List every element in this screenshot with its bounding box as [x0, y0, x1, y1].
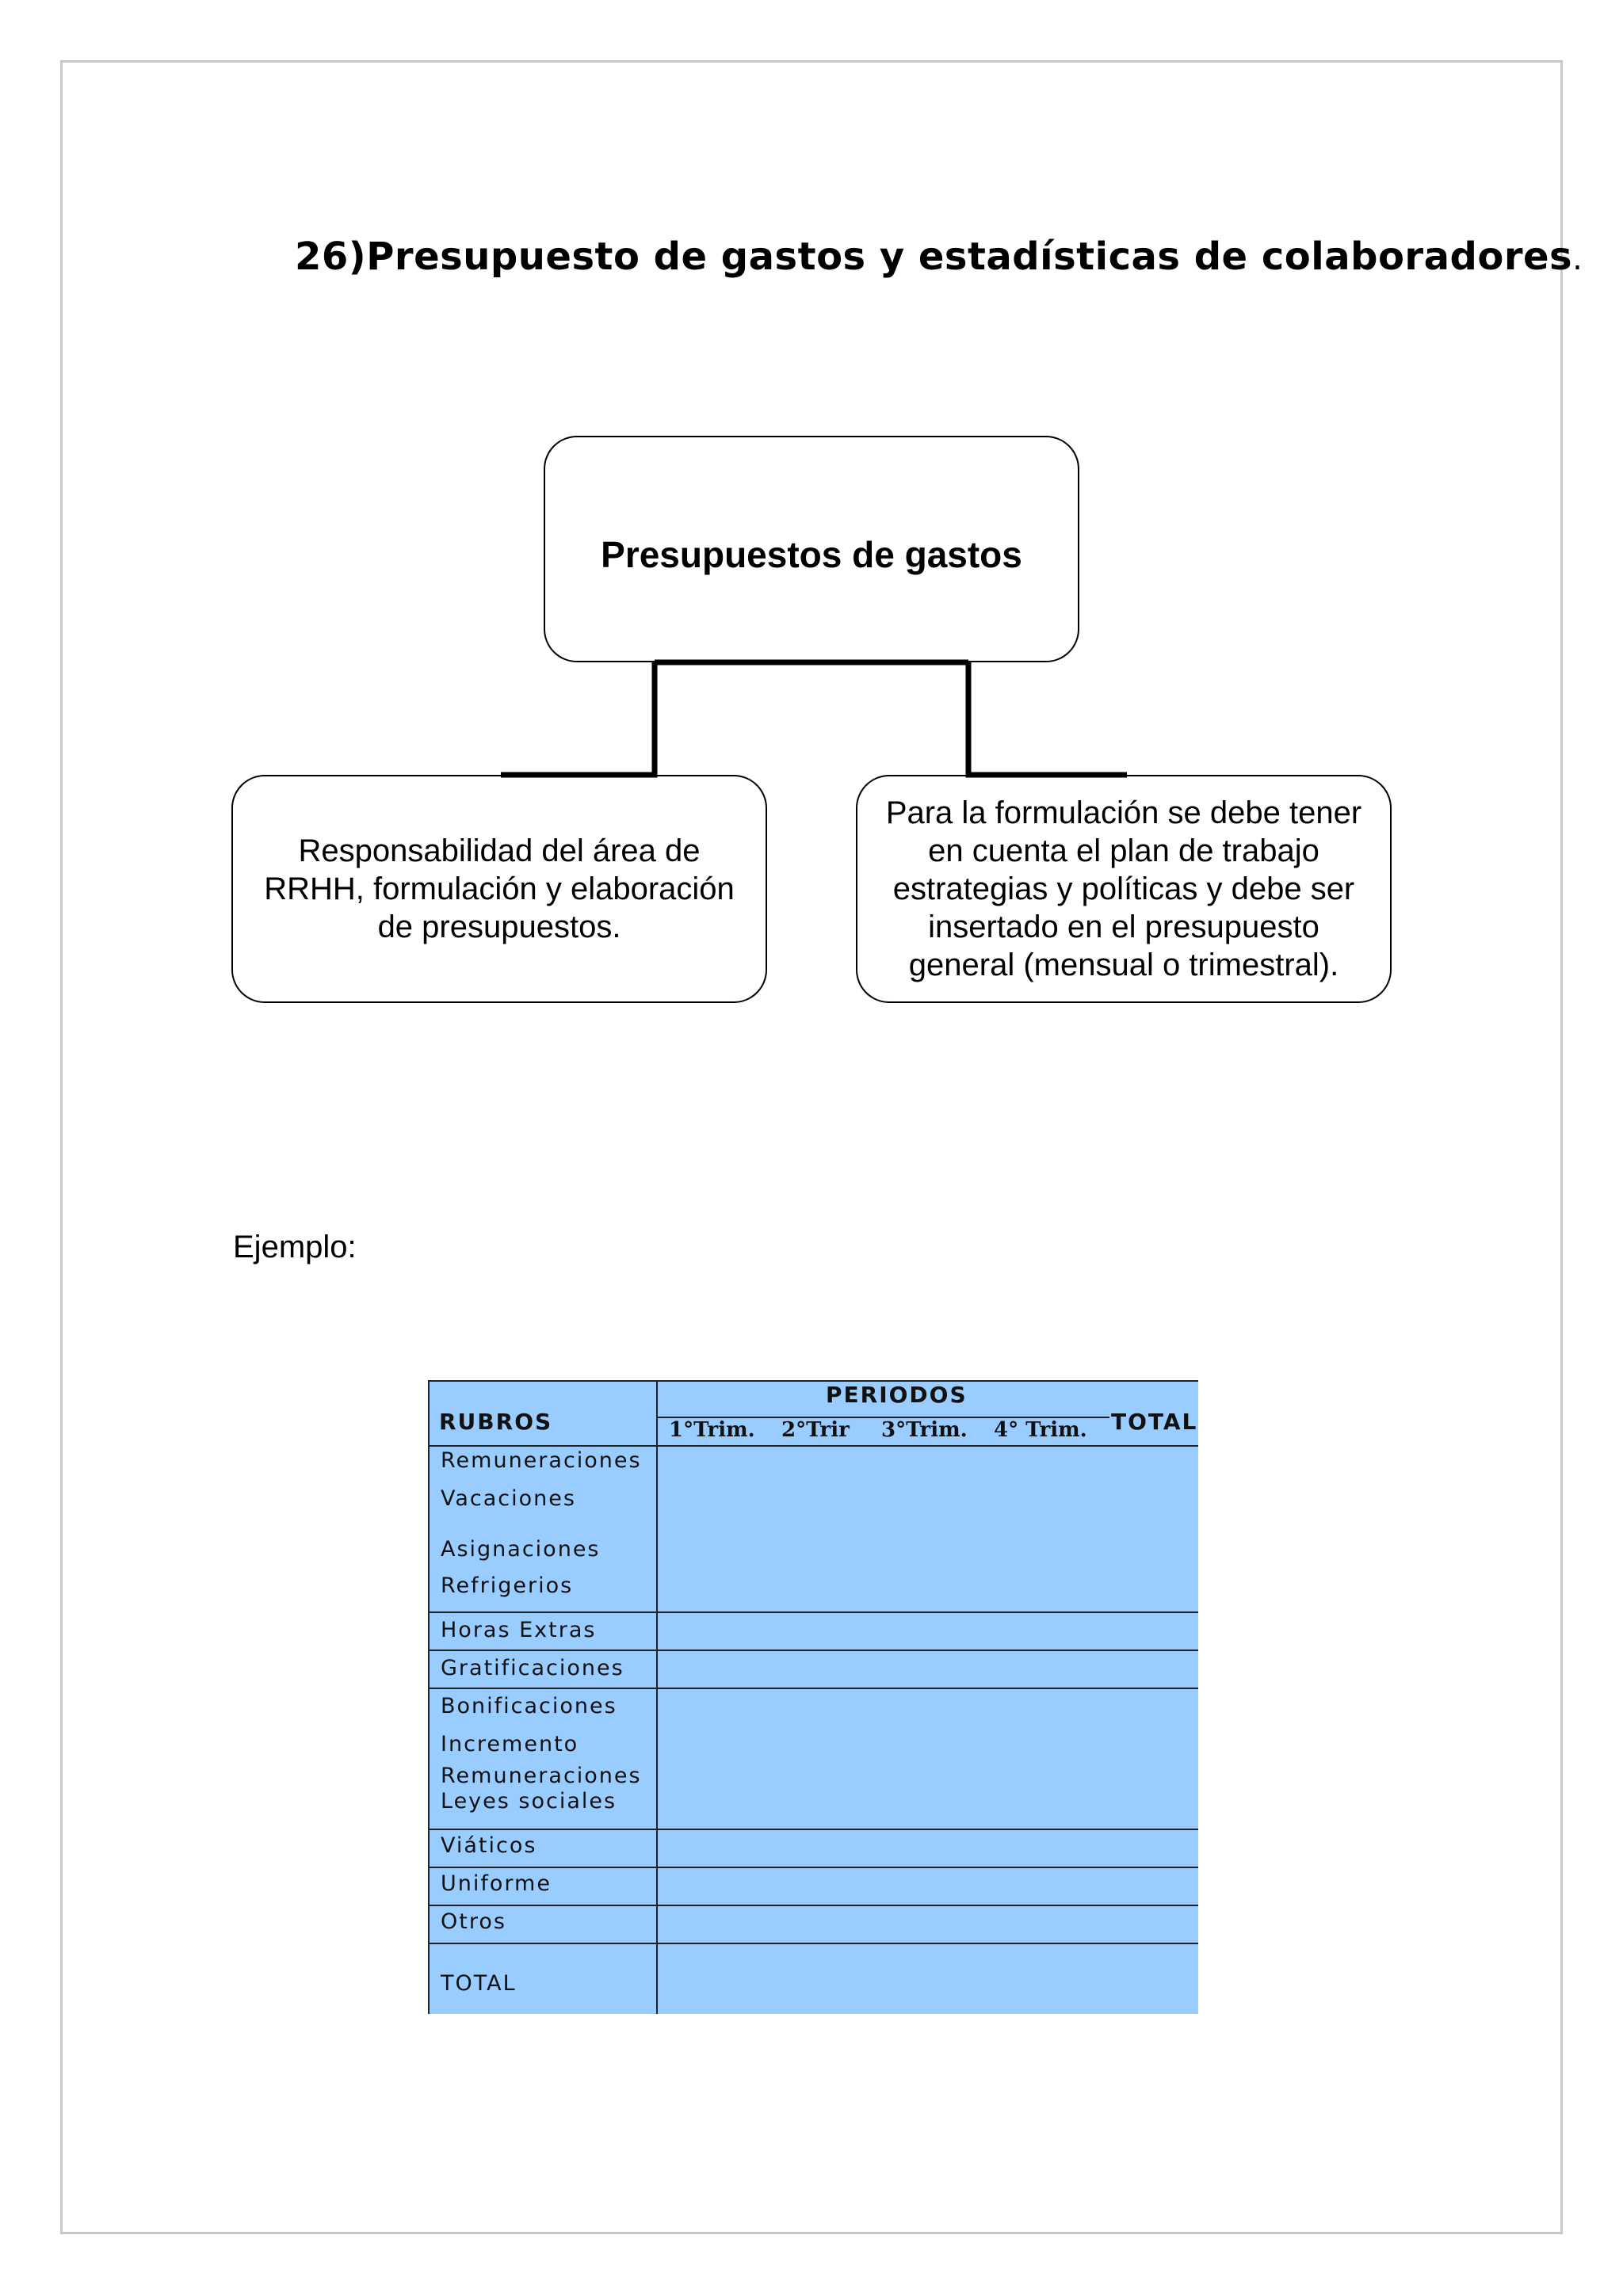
page-title	[295, 235, 1583, 279]
diagram-root-text: Presupuestos de gastos	[601, 534, 1022, 575]
row-vacaciones: Vacaciones	[441, 1486, 576, 1511]
row-uniforme: Uniforme	[441, 1871, 552, 1896]
column-divider	[656, 1382, 658, 2014]
row-remuneraciones: Remuneraciones	[441, 1448, 642, 1473]
example-label: Ejemplo:	[233, 1230, 357, 1264]
row-line	[430, 1905, 1198, 1906]
row-leyes-sociales: Leyes sociales	[441, 1789, 617, 1814]
diagram-right-text: Para la formulación se debe tener en cuenta el plan de trabajo estrategias y políticas y debe ser insertado en el presupuesto general (mensual o trimestral).	[885, 795, 1362, 982]
row-otros: Otros	[441, 1909, 506, 1934]
header-period-4: 4° Trim.	[994, 1418, 1087, 1442]
row-incremento: Incremento	[441, 1732, 579, 1756]
row-line	[430, 1943, 1198, 1944]
header-row-line	[430, 1445, 1198, 1447]
diagram-right-box	[856, 775, 1392, 1003]
row-refrigerios: Refrigerios	[441, 1573, 574, 1598]
header-period-1: 1°Trim.	[669, 1418, 755, 1442]
header-period-3: 3°Trim.	[881, 1418, 968, 1442]
row-line	[430, 1867, 1198, 1868]
row-line	[430, 1829, 1198, 1830]
header-periodos: PERIODOS	[826, 1382, 968, 1408]
row-line	[430, 1688, 1198, 1689]
header-total: TOTAL	[1111, 1409, 1198, 1435]
page-title-text: 26)Presupuesto de gastos y estadísticas de colaboradores	[295, 235, 1573, 279]
row-total: TOTAL	[441, 1971, 517, 1996]
row-viaticos: Viáticos	[441, 1833, 537, 1858]
row-line	[430, 1650, 1198, 1651]
page-title-period: .	[1572, 241, 1583, 277]
row-line	[430, 1611, 1198, 1613]
header-period-2: 2°Trir	[781, 1418, 850, 1442]
diagram-root-box	[544, 436, 1079, 662]
diagram-left-text: Responsabilidad del área de RRHH, formulación y elaboración de presupuestos.	[264, 833, 735, 944]
budget-table	[428, 1380, 1198, 2014]
header-rubros: RUBROS	[439, 1409, 553, 1435]
row-remuneraciones-2: Remuneraciones	[441, 1764, 642, 1788]
row-gratificaciones: Gratificaciones	[441, 1656, 624, 1680]
row-asignaciones: Asignaciones	[441, 1537, 601, 1562]
row-bonificaciones: Bonificaciones	[441, 1694, 617, 1718]
diagram-left-box	[231, 775, 767, 1003]
row-horas-extras: Horas Extras	[441, 1618, 597, 1642]
